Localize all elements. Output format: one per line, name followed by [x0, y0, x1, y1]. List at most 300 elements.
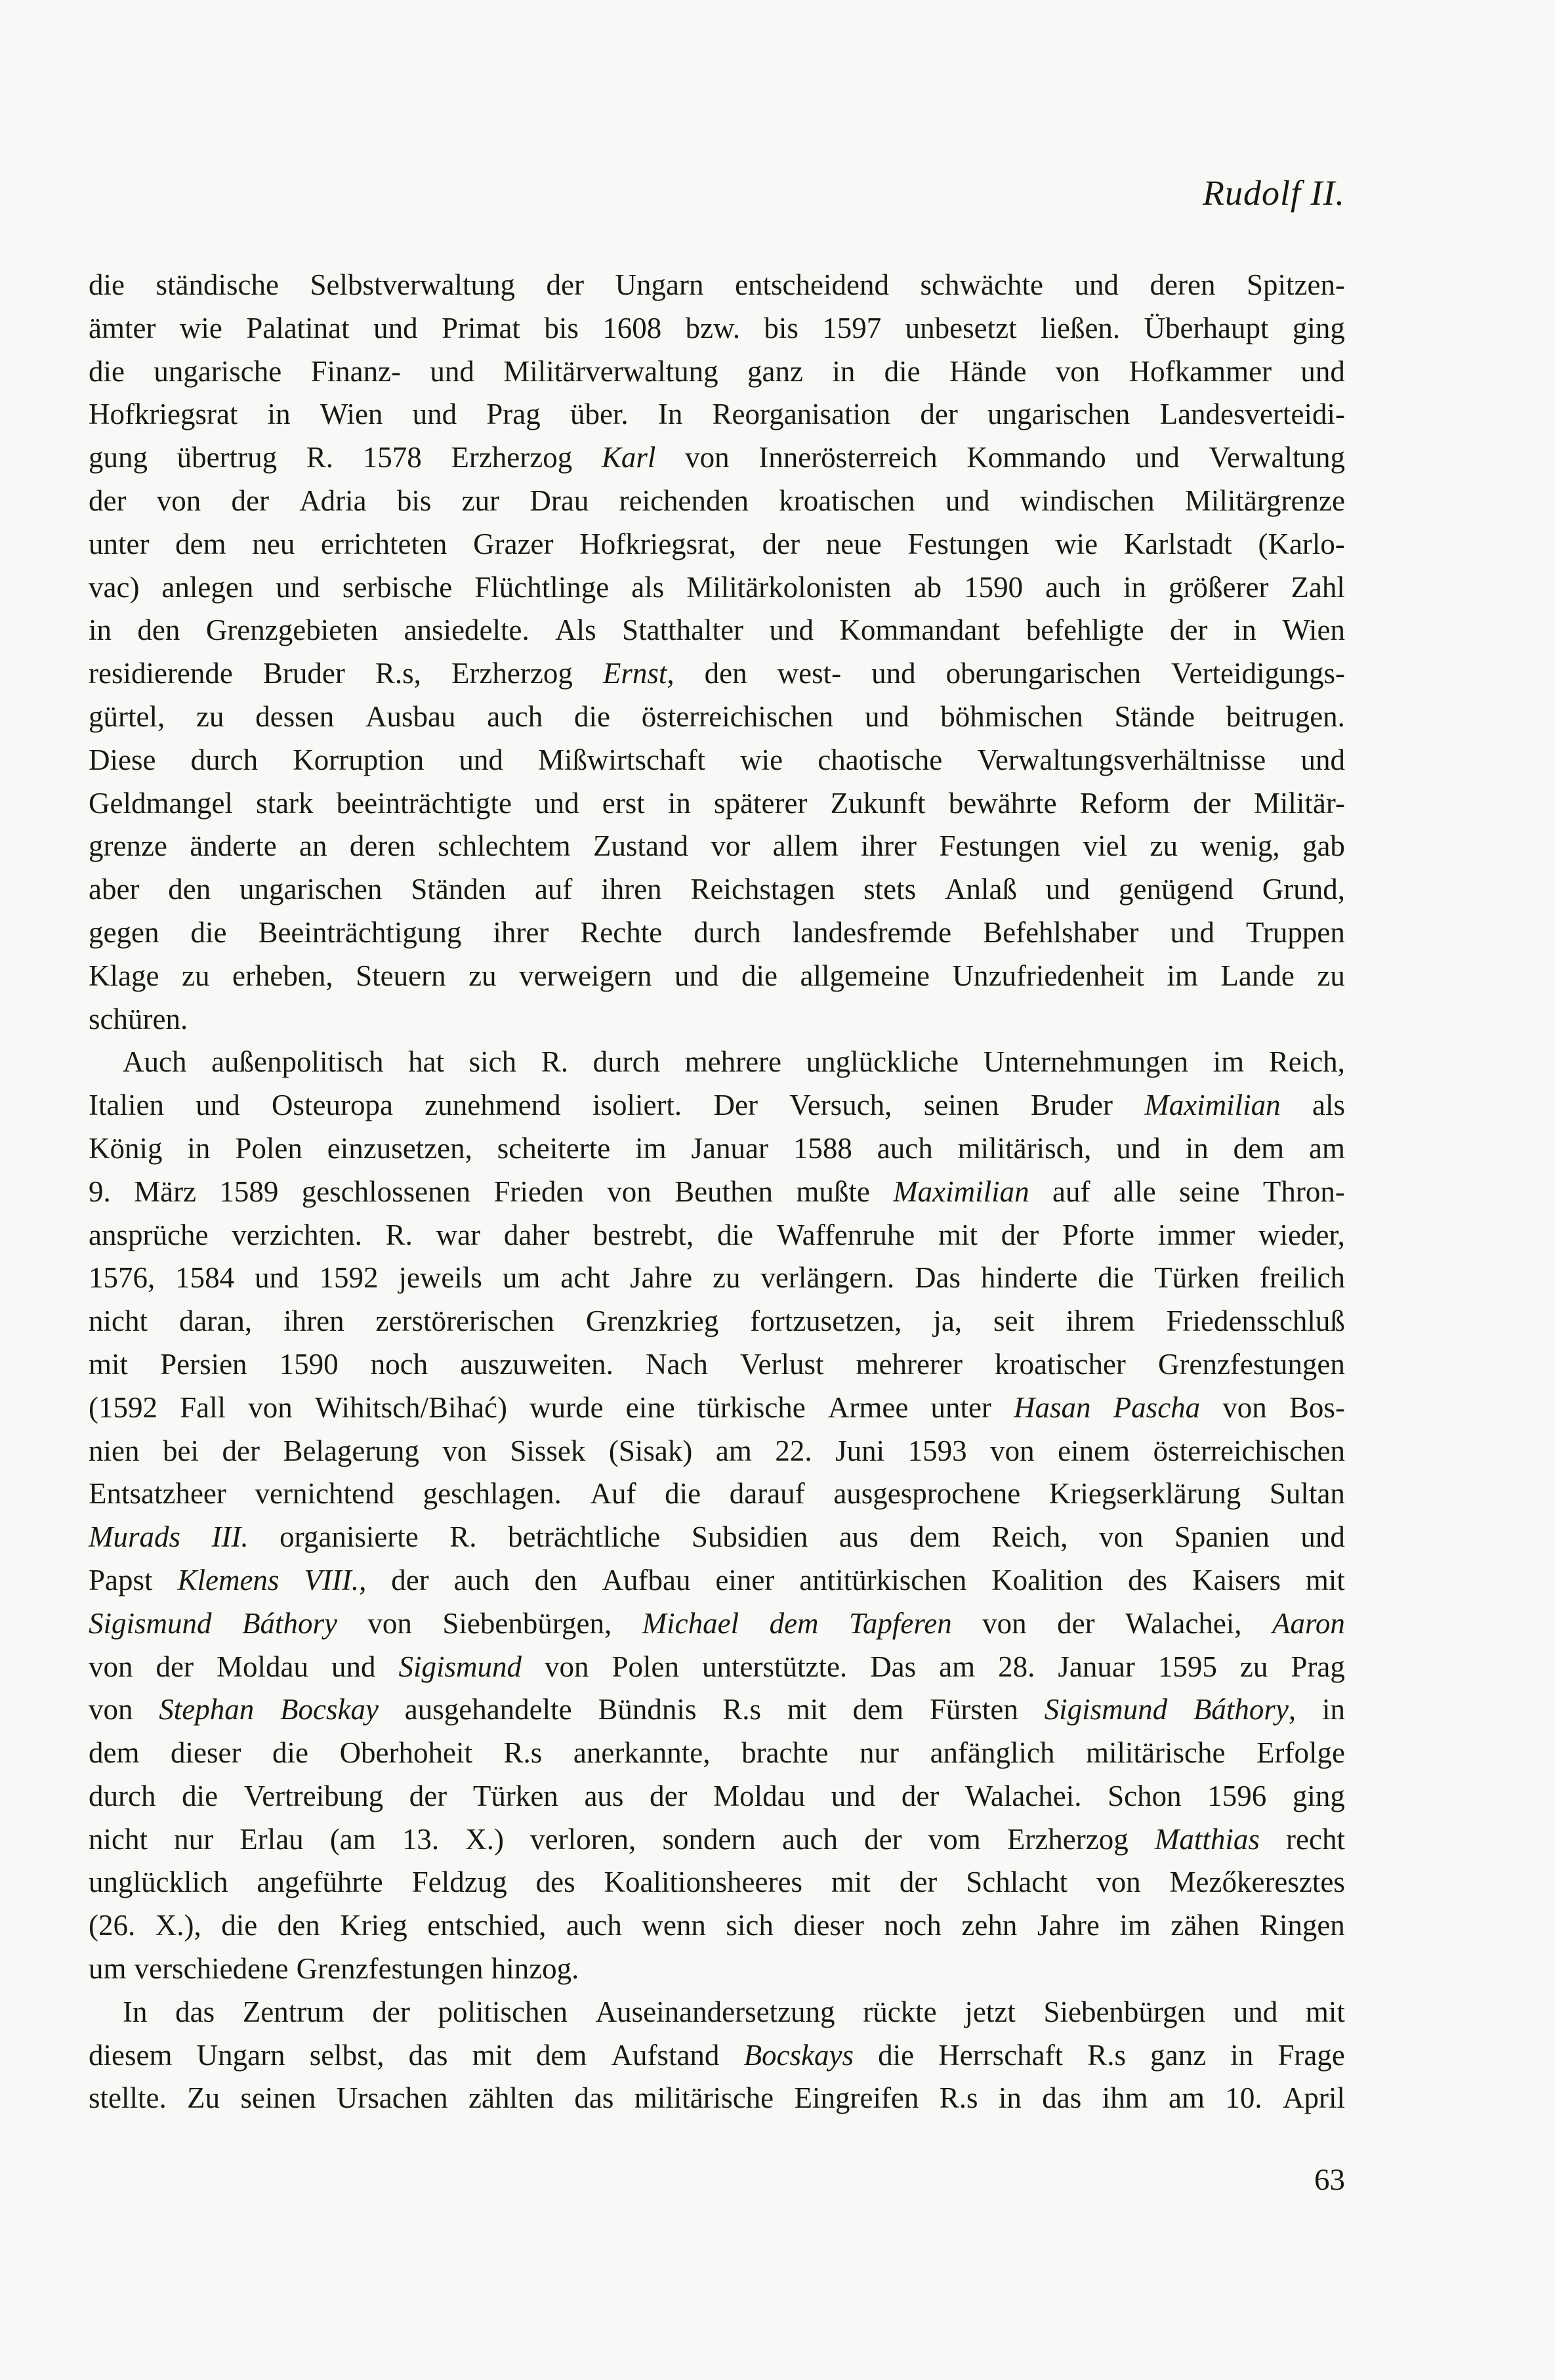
- word: war: [436, 1218, 481, 1251]
- word: unglücklich: [89, 1866, 228, 1899]
- word: Fall: [180, 1390, 226, 1424]
- word: mußte: [796, 1175, 870, 1208]
- word: Krieg: [340, 1909, 407, 1942]
- word: als: [631, 570, 665, 604]
- word: hat: [408, 1045, 445, 1079]
- word: scheiterte: [497, 1131, 611, 1165]
- word: und: [871, 657, 916, 690]
- word: von: [607, 1175, 652, 1208]
- word: mit: [472, 2038, 512, 2072]
- word: Stephan: [159, 1693, 255, 1726]
- word: der: [231, 484, 269, 517]
- word: seinen: [923, 1089, 999, 1122]
- word: einzusetzen,: [327, 1131, 472, 1165]
- word: und: [1074, 268, 1119, 301]
- word: Erfolge: [1256, 1736, 1345, 1770]
- word: schwächte: [920, 268, 1043, 301]
- word: Landesverteidi-: [1159, 398, 1345, 431]
- word: 1590: [964, 570, 1024, 604]
- word: von: [982, 1606, 1027, 1640]
- text-line: [89, 911, 1345, 955]
- running-header: Rudolf II.: [1203, 173, 1345, 213]
- word: ganz: [1150, 2038, 1207, 2072]
- word: wie: [1055, 527, 1098, 560]
- word: III.: [211, 1520, 249, 1554]
- word: das: [574, 2081, 614, 2115]
- word: vor: [711, 829, 751, 863]
- word: ungarischen: [987, 398, 1130, 431]
- word: zu: [1150, 829, 1178, 863]
- word: 1595: [1157, 1650, 1217, 1683]
- text-line: [89, 1861, 1345, 1904]
- word: nur: [174, 1822, 214, 1856]
- word: verzichten.: [232, 1218, 362, 1251]
- word: In: [657, 398, 683, 431]
- word: aus: [839, 1520, 879, 1554]
- word: Wien: [320, 398, 383, 431]
- word: Belagerung: [283, 1434, 419, 1467]
- word: entscheidend: [735, 268, 889, 301]
- word: Militärgrenze: [1184, 484, 1345, 517]
- word: befehligte: [1026, 614, 1144, 647]
- word: 1588: [793, 1131, 852, 1165]
- word: Murads: [89, 1520, 181, 1554]
- word: X.),: [155, 1909, 201, 1942]
- word: um: [502, 1261, 541, 1295]
- paragraph: [89, 1041, 1345, 1991]
- text-line: [89, 307, 1345, 350]
- word: Grenzkrieg: [585, 1305, 719, 1338]
- word: den: [277, 1909, 320, 1942]
- word: dem: [175, 527, 226, 560]
- word: verschiedene: [134, 1952, 289, 1986]
- word: Grenzfestungen: [1157, 1347, 1345, 1381]
- word: April: [1282, 2081, 1345, 2115]
- word: oberungarischen: [945, 657, 1142, 690]
- word: und: [1233, 1995, 1278, 2028]
- word: verweigern: [519, 959, 652, 992]
- word: neu: [252, 527, 295, 560]
- word: das: [1042, 2081, 1082, 2115]
- page-number: 63: [1314, 2163, 1345, 2197]
- word: 22.: [775, 1434, 812, 1467]
- word: an: [299, 829, 327, 863]
- word: ansprüche: [89, 1218, 209, 1251]
- word: wie: [740, 743, 783, 776]
- word: fortzusetzen,: [750, 1305, 902, 1338]
- word: Reorganisation: [712, 398, 891, 431]
- word: Anlaß: [944, 873, 1017, 906]
- word: der: [409, 1779, 447, 1812]
- body-text: [89, 264, 1345, 2120]
- word: zählten: [468, 2081, 554, 2115]
- word: Jahre: [1037, 1909, 1100, 1942]
- paragraph: [89, 1991, 1345, 2120]
- word: der: [650, 1779, 688, 1812]
- word: Reich,: [991, 1520, 1068, 1554]
- word: Erzherzog: [1006, 1822, 1129, 1856]
- word: mit: [787, 1693, 827, 1726]
- word: Koalition: [991, 1563, 1104, 1597]
- word: Hofkammer: [1129, 354, 1272, 388]
- word: von: [1098, 1520, 1144, 1554]
- word: durch: [190, 743, 259, 776]
- word: ihren: [283, 1305, 344, 1338]
- word: der: [1170, 614, 1208, 647]
- word: zu: [181, 959, 210, 992]
- word: Pascha: [1113, 1390, 1201, 1424]
- word: Wihitsch/Bihać): [314, 1390, 508, 1424]
- word: änderte: [190, 829, 277, 863]
- word: X.): [465, 1822, 505, 1856]
- word: 1584: [175, 1261, 235, 1295]
- word: den: [704, 657, 747, 690]
- word: ständische: [156, 268, 279, 301]
- word: in: [89, 614, 112, 647]
- word: Auseinandersetzung: [595, 1995, 835, 2028]
- word: Siebenbürgen: [1043, 1995, 1206, 2028]
- word: mehrere: [684, 1045, 782, 1079]
- word: mit: [1305, 1995, 1345, 2028]
- word: im: [635, 1131, 667, 1165]
- word: der: [1193, 786, 1231, 820]
- text-line: [89, 1472, 1345, 1516]
- word: Waffenruhe: [776, 1218, 915, 1251]
- word: der: [762, 527, 800, 560]
- text-line: [89, 1084, 1345, 1127]
- word: Ernst,: [602, 657, 674, 690]
- word: Der: [713, 1089, 758, 1122]
- word: Drau: [529, 484, 589, 517]
- word: Verwaltung: [1209, 441, 1345, 474]
- word: neue: [825, 527, 882, 560]
- word: kroatischer: [995, 1347, 1126, 1381]
- word: R.s: [1087, 2038, 1127, 2072]
- word: noch: [370, 1347, 428, 1381]
- word: auch: [877, 1131, 933, 1165]
- word: und: [1170, 915, 1214, 949]
- word: 1597: [822, 311, 882, 344]
- text-line: [89, 652, 1345, 696]
- word: Ringen: [1259, 1909, 1345, 1942]
- word: 1578: [362, 441, 422, 474]
- text-line: [89, 825, 1345, 868]
- word: seinen: [240, 2081, 316, 2115]
- word: militärische: [634, 2081, 774, 2115]
- word: anlegen: [161, 570, 254, 604]
- text-line: [89, 1257, 1345, 1300]
- text-line: [89, 2077, 1345, 2120]
- text-line: [89, 609, 1345, 652]
- word: Rechte: [580, 915, 663, 949]
- word: der: [864, 1822, 902, 1856]
- word: Mezőkeresztes: [1169, 1866, 1345, 1899]
- word: Zustand: [592, 829, 688, 863]
- word: Stände: [1114, 699, 1195, 733]
- text-line: [89, 393, 1345, 436]
- word: ämter: [89, 311, 156, 344]
- word: Verwaltungsverhältnisse: [977, 743, 1266, 776]
- word: recht: [1286, 1822, 1345, 1856]
- word: die: [272, 1736, 309, 1770]
- word: der: [156, 1650, 194, 1683]
- word: Polen: [612, 1650, 679, 1683]
- word: Báthory,: [1193, 1693, 1296, 1726]
- word: erst: [602, 786, 645, 820]
- word: bis: [396, 484, 432, 517]
- word: bewährte: [948, 786, 1057, 820]
- word: ihrem: [1066, 1305, 1135, 1338]
- word: schlechtem: [438, 829, 571, 863]
- word: seit: [993, 1305, 1035, 1338]
- word: von: [367, 1606, 412, 1640]
- word: 10.: [1225, 2081, 1262, 2115]
- word: gürtel,: [89, 699, 165, 733]
- word: Erzherzog: [451, 657, 573, 690]
- word: und: [535, 786, 579, 820]
- word: in: [998, 2081, 1022, 2115]
- word: Flüchtlinge: [474, 570, 610, 604]
- word: 1608: [602, 311, 662, 344]
- word: böhmischen: [940, 699, 1083, 733]
- word: durch: [694, 915, 761, 949]
- word: Zu: [187, 2081, 220, 2115]
- text-line: [89, 566, 1345, 610]
- word: die: [741, 959, 778, 992]
- word: Aufstand: [611, 2038, 720, 2072]
- word: genügend: [1119, 873, 1234, 906]
- word: aber: [89, 873, 140, 906]
- word: auszuweiten.: [460, 1347, 613, 1381]
- word: die: [1098, 1261, 1134, 1295]
- word: Überhaupt: [1144, 311, 1269, 344]
- word: Karl: [601, 441, 656, 474]
- word: der: [899, 1866, 938, 1899]
- word: reichenden: [619, 484, 749, 517]
- word: Als: [555, 614, 596, 647]
- word: Hofkriegsrat,: [579, 527, 736, 560]
- word: Januar: [691, 1131, 768, 1165]
- word: Feldzug: [411, 1866, 507, 1899]
- word: Januar: [1058, 1650, 1135, 1683]
- word: einem: [1058, 1434, 1130, 1467]
- word: österreichischen: [641, 699, 834, 733]
- word: Ungarn: [615, 268, 704, 301]
- word: Zukunft: [830, 786, 926, 820]
- word: Beeinträchtigung: [258, 915, 462, 949]
- word: Befehlshaber: [983, 915, 1139, 949]
- word: Kommando: [966, 441, 1106, 474]
- word: Walachei.: [965, 1779, 1082, 1812]
- word: windischen: [1020, 484, 1155, 517]
- word: entschied,: [427, 1909, 547, 1942]
- text-line: [89, 739, 1345, 782]
- word: Ursachen: [336, 2081, 448, 2115]
- word: erheben,: [232, 959, 333, 992]
- word: Walachei,: [1125, 1606, 1242, 1640]
- word: ungarischen: [239, 873, 383, 906]
- word: Frieden: [493, 1175, 584, 1208]
- word: Erzherzog: [451, 441, 573, 474]
- word: und: [196, 1089, 240, 1122]
- text-line: [89, 2034, 1345, 2077]
- word: und: [1116, 1131, 1161, 1165]
- word: der: [901, 1779, 940, 1812]
- word: zu: [1317, 959, 1345, 992]
- word: jetzt: [964, 1995, 1016, 2028]
- word: und: [459, 743, 503, 776]
- word: in: [1321, 1693, 1345, 1726]
- word: zunehmend: [425, 1089, 561, 1122]
- word: anfänglich: [930, 1736, 1055, 1770]
- word: im: [1119, 1909, 1151, 1942]
- word: Auch: [123, 1045, 187, 1079]
- word: Juni: [835, 1434, 885, 1467]
- word: auch: [1045, 570, 1102, 604]
- word: Herrschaft: [938, 2038, 1064, 2072]
- word: (Sisak): [608, 1434, 693, 1467]
- text-line: [89, 782, 1345, 825]
- word: Statthalter: [622, 614, 744, 647]
- word: von: [1222, 1390, 1267, 1424]
- word: in: [832, 354, 856, 388]
- word: Reichstagen: [690, 873, 835, 906]
- word: wie: [179, 311, 222, 344]
- text-line: [89, 955, 1345, 998]
- word: vernichtend: [255, 1477, 394, 1511]
- word: dem: [1233, 1131, 1285, 1165]
- text-line: [89, 1171, 1345, 1214]
- text-line: [89, 264, 1345, 307]
- text-line: [89, 1041, 1345, 1084]
- word: zu: [1239, 1650, 1268, 1683]
- word: in: [667, 786, 691, 820]
- word: Eingreifen: [794, 2081, 919, 2115]
- word: Maximilian: [1144, 1089, 1281, 1122]
- word: Aaron: [1272, 1606, 1345, 1640]
- word: unglückliche: [806, 1045, 959, 1079]
- word: der: [546, 268, 584, 301]
- word: dem: [89, 1736, 140, 1770]
- word: Das: [915, 1261, 961, 1295]
- word: von: [89, 1650, 133, 1683]
- word: den: [137, 614, 180, 647]
- word: In: [123, 1995, 148, 2028]
- word: alle: [1113, 1175, 1156, 1208]
- word: 1592: [319, 1261, 379, 1295]
- word: 1593: [907, 1434, 967, 1467]
- word: anerkannte,: [573, 1736, 711, 1770]
- word: bzw.: [685, 311, 740, 344]
- word: zu: [713, 1261, 741, 1295]
- word: hinderte: [980, 1261, 1078, 1295]
- word: geschlagen.: [423, 1477, 562, 1511]
- word: Geldmangel: [89, 786, 233, 820]
- word: Klemens: [177, 1563, 280, 1597]
- word: Siebenbürgen,: [442, 1606, 612, 1640]
- word: Bos-: [1289, 1390, 1345, 1424]
- word: Spitzen-: [1247, 268, 1345, 301]
- word: ungarische: [154, 354, 282, 388]
- word: Ausbau: [365, 699, 456, 733]
- word: und: [1135, 441, 1180, 474]
- word: von: [442, 1434, 487, 1467]
- text-line: [89, 1430, 1345, 1473]
- word: Mißwirtschaft: [538, 743, 705, 776]
- word: der: [1001, 1218, 1039, 1251]
- word: in: [267, 398, 291, 431]
- word: ihrer: [861, 829, 917, 863]
- word: Osteuropa: [272, 1089, 393, 1122]
- word: Armee: [827, 1390, 909, 1424]
- word: das: [408, 2038, 448, 2072]
- word: zerstörerischen: [375, 1305, 554, 1338]
- word: gegen: [89, 915, 159, 949]
- word: Sultan: [1269, 1477, 1345, 1511]
- word: stark: [256, 786, 314, 820]
- word: am: [1309, 1131, 1345, 1165]
- text-line: [89, 1818, 1345, 1862]
- word: errichteten: [321, 527, 447, 560]
- word: Reich,: [1268, 1045, 1345, 1079]
- text-line: [89, 1214, 1345, 1257]
- word: in: [1230, 2038, 1254, 2072]
- word: Fürsten: [929, 1693, 1018, 1726]
- word: der: [372, 1995, 410, 2028]
- word: Bruder: [1030, 1089, 1113, 1122]
- word: R.s: [939, 2081, 978, 2115]
- word: Türken: [1154, 1261, 1240, 1295]
- word: Sigismund: [89, 1606, 212, 1640]
- word: Hasan: [1014, 1390, 1091, 1424]
- word: dessen: [255, 699, 335, 733]
- word: Moldau: [713, 1779, 806, 1812]
- word: Sigismund: [1044, 1693, 1168, 1726]
- word: und: [1300, 743, 1345, 776]
- word: Unzufriedenheit: [952, 959, 1144, 992]
- word: unter: [89, 527, 150, 560]
- word: und: [864, 699, 909, 733]
- word: Vertreibung: [243, 1779, 384, 1812]
- word: der: [1057, 1606, 1095, 1640]
- word: jeweils: [398, 1261, 482, 1295]
- word: durch: [592, 1045, 661, 1079]
- text-line: [89, 1688, 1345, 1732]
- text-line: [89, 1775, 1345, 1818]
- word: darauf: [729, 1477, 805, 1511]
- word: Diese: [89, 743, 156, 776]
- word: deren: [1150, 268, 1216, 301]
- text-line: [89, 1127, 1345, 1171]
- word: sondern: [662, 1822, 756, 1856]
- word: und: [674, 959, 719, 992]
- text-line: [89, 1343, 1345, 1387]
- word: dieser: [171, 1736, 241, 1770]
- word: Aufbau: [602, 1563, 691, 1597]
- word: Maximilian: [893, 1175, 1029, 1208]
- word: mehrerer: [856, 1347, 963, 1381]
- word: Selbstverwaltung: [310, 268, 515, 301]
- word: wenn: [642, 1909, 706, 1942]
- text-line: [89, 436, 1345, 480]
- word: Militärverwaltung: [503, 354, 718, 388]
- word: landesfremde: [792, 915, 952, 949]
- word: 13.: [402, 1822, 440, 1856]
- word: Festungen: [907, 527, 1029, 560]
- word: politischen: [438, 1995, 568, 2028]
- word: mit: [831, 1866, 871, 1899]
- word: von: [89, 1693, 133, 1726]
